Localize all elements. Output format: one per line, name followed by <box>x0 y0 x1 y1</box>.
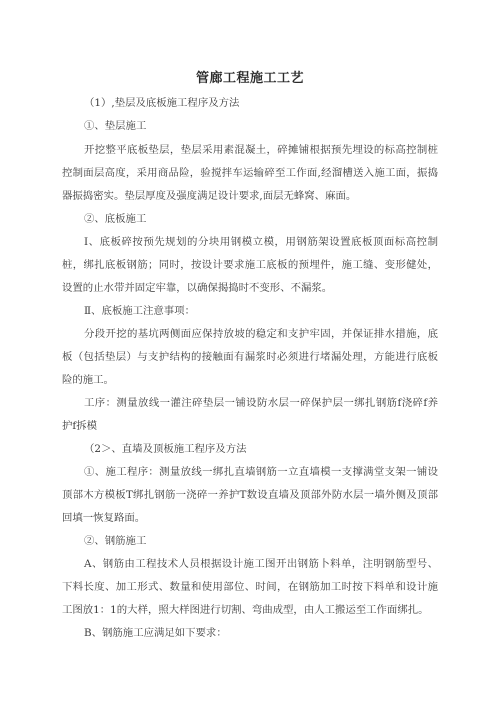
paragraph-wall-procedure <box>62 461 438 530</box>
text-line: A、钢筋由工程技术人员根据设计施工图开出钢筋卜料单，注明钢筋型号、 <box>84 558 438 570</box>
text-line: 工序：测量放线一灌注碎垫层一铺设防水层一碎保护层一绑扎钢筋f浇碎f养 <box>84 397 438 409</box>
text-line: 险的施工。 <box>62 374 114 386</box>
text-line: 下料长度、加工形式、数量和使用部位、时间，在钢筋加工时按下料单和设计施 <box>62 581 438 593</box>
text-line: 顶部木方模板T绑扎钢筋一浇碎一养护T数设直墙及顶部外防水层一墙外侧及顶部 <box>62 489 438 501</box>
text-line: 设置的止水带并固定牢靠，以确保揭捣时不变形、不漏浆。 <box>62 282 333 294</box>
text-line: ②、底板施工 <box>84 213 147 225</box>
text-line: B、钢筋施工应满足如下要求： <box>84 627 227 639</box>
document-title: 管廊工程施工工艺 <box>195 71 304 86</box>
paragraph-baseplate-body <box>62 231 438 300</box>
text-line: 桩，绑扎底板钢筋；同时，按设计要求施工底板的预埋件，施工缝、变形健处， <box>62 259 438 271</box>
paragraph-heading-1 <box>62 92 438 115</box>
text-line: Ⅰ、底板碎按预先规划的分块用钢模立模，用钢筋架设置底板顶面标高控制 <box>84 236 438 248</box>
paragraph-rebar-body <box>62 553 438 622</box>
text-line: 回填一恢复路面。 <box>62 512 146 524</box>
text-line: （2＞、直墙及顶板施工程序及方法 <box>84 443 247 455</box>
paragraph-rebar-requirements <box>62 622 438 645</box>
paragraph-subheading-rebar <box>62 530 438 553</box>
paragraph-notes-body <box>62 323 438 392</box>
text-line: 护f拆模 <box>62 420 98 432</box>
paragraph-subheading-baseplate <box>62 208 438 231</box>
text-line: （1）,垫层及底板施工程序及方法 <box>84 97 240 109</box>
text-line: Ⅱ、底板施工注意事项： <box>84 305 195 317</box>
paragraph-subheading-cushion <box>62 115 438 138</box>
text-line: ①、施工程序：测量放线一绑扎直墙钢筋一立直墙模一支撑满堂支架一铺设 <box>84 466 438 478</box>
text-line: 开挖整平底板垫层，垫层采用素混凝土，碎摊铺根据预先埋设的标高控制桩 <box>84 144 438 156</box>
text-line: 分段开挖的基坑两侧面应保持放坡的稳定和支护牢固，并保证排水措施，底 <box>84 328 438 340</box>
paragraph-process-steps <box>62 392 438 438</box>
text-line: ①、垫层施工 <box>84 120 147 132</box>
paragraph-cushion-body <box>62 139 438 208</box>
text-line: 工图放1：1的大样，照大样图进行切割、弯曲成型，由人工搬运至工作面绑扎。 <box>62 604 429 616</box>
text-line: ②、钢筋施工 <box>84 535 147 547</box>
paragraph-heading-2 <box>62 438 438 461</box>
text-line: 控制面层高度，采用商品险，验搅拌车运输碎至工作面,经溜槽送入施工面，振捣 <box>62 167 438 179</box>
text-line: 板（包括垫层）与支护结构的接触面有漏浆时必须进行堵漏处理，方能进行底板 <box>62 351 438 363</box>
paragraph-subheading-notes <box>62 300 438 323</box>
text-line: 器振捣密实。垫层厚度及强度满足设计要求,面层无蜂窝、麻面。 <box>62 190 357 202</box>
